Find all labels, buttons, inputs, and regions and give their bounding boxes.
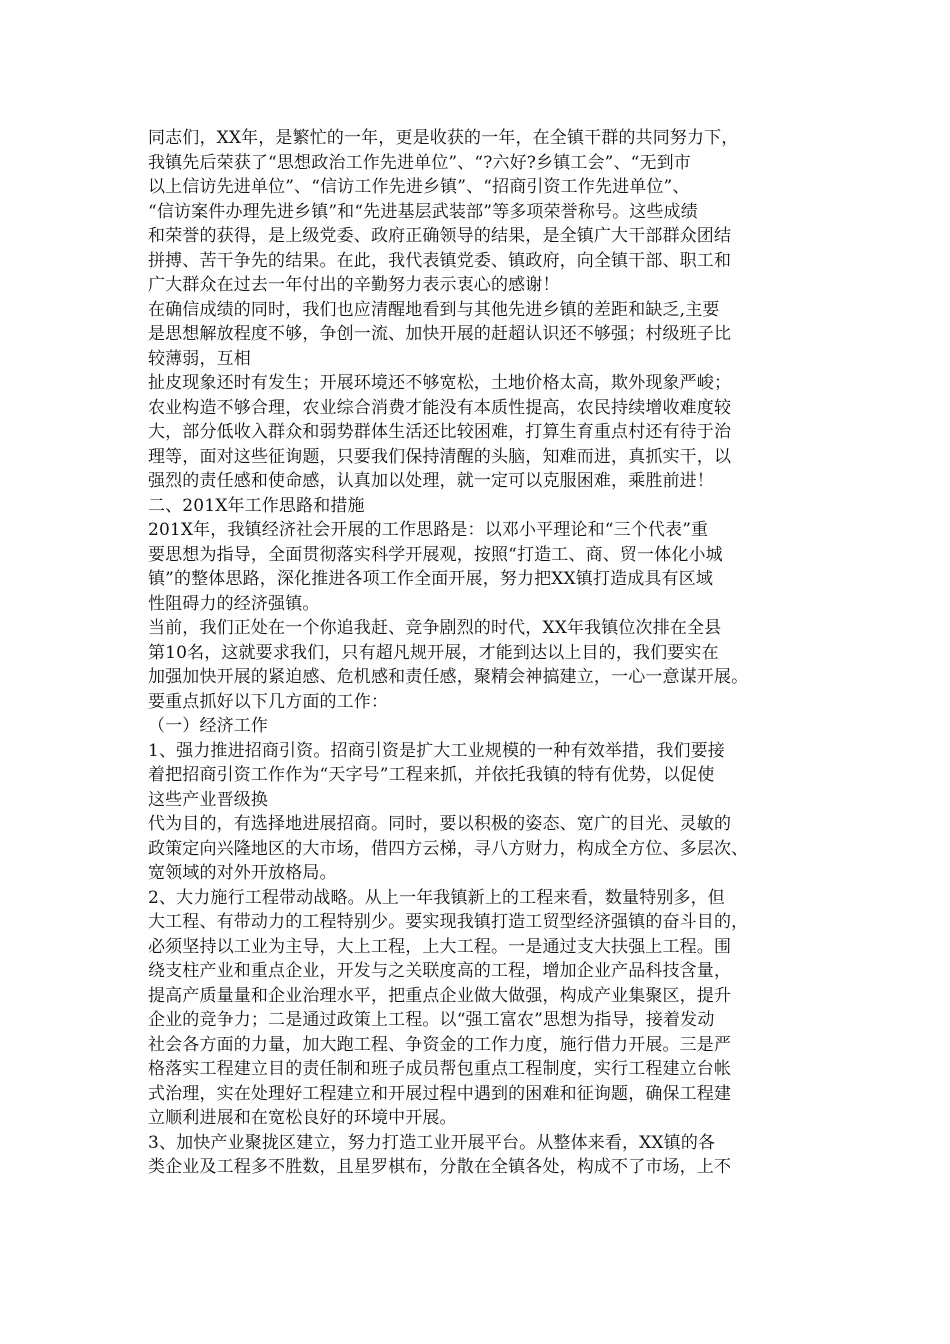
- text-line: 格落实工程建立目的责任制和班子成员帮包重点工程制度，实行工程建立台帐: [148, 1059, 732, 1079]
- text-line: 类企业及工程多不胜数，且星罗棋布，分散在全镇各处，构成不了市场，上不: [148, 1157, 732, 1177]
- text-line: 当前，我们正处在一个你追我赶、竞争剧烈的时代，XX年我镇位次排在全县: [148, 618, 722, 638]
- text-line: 式治理，实在处理好工程建立和开展过程中遇到的困难和征询题，确保工程建: [148, 1083, 732, 1104]
- text-line: 提高产质量量和企业治理水平，把重点企业做大做强，构成产业集聚区，提升: [148, 985, 732, 1006]
- text-line: 绕支柱产业和重点企业，开发与之关联度高的工程，增加企业产品科技含量，: [148, 961, 732, 981]
- text-line: 较薄弱，互相: [148, 348, 251, 369]
- text-line: 第10名，这就要求我们，只有超凡规开展，才能到达以上目的，我们要实在: [148, 642, 719, 663]
- text-line: 拼搏、苦干争先的结果。在此，我代表镇党委、镇政府，向全镇干部、职工和: [148, 250, 732, 271]
- section-heading: 二、201X年工作思路和措施: [148, 495, 365, 516]
- text-line: 1、强力推进招商引资。招商引资是扩大工业规模的一种有效举措，我们要接: [148, 740, 725, 761]
- text-line: 要重点抓好以下几方面的工作：: [148, 691, 389, 712]
- text-line: 性阻碍力的经济强镇。: [148, 593, 320, 614]
- text-line: 以上信访先进单位”、“信访工作先进乡镇”、“招商引资工作先进单位”、: [148, 177, 690, 197]
- text-line: 强烈的责任感和使命感，认真加以处理，就一定可以克服困难，乘胜前进！: [148, 471, 714, 491]
- text-line: 我镇先后荣获了“思想政治工作先进单位”、“?六好?乡镇工会”、“无到市: [148, 152, 691, 173]
- text-line: 要思想为指导，全面贯彻落实科学开展观，按照“打造工、商、贸一体化小城: [148, 544, 723, 565]
- text-line: 加强加快开展的紧迫感、危机感和责任感，聚精会神搞建立，一心一意谋开展。: [148, 667, 749, 687]
- text-line: 着把招商引资工作作为“天字号”工程来抓，并依托我镇的特有优势，以促使: [148, 765, 715, 785]
- text-line: 理等，面对这些征询题，只要我们保持清醒的头脑，知难而进，真抓实干，以: [148, 446, 732, 467]
- text-line: 广大群众在过去一年付出的辛勤努力表示衷心的感谢！: [148, 275, 560, 295]
- text-line: 立顺利进展和在宽松良好的环境中开展。: [148, 1108, 457, 1128]
- document-body: [148, 126, 818, 1180]
- text-line: 和荣誉的获得，是上级党委、政府正确领导的结果，是全镇广大干部群众团结: [148, 226, 732, 246]
- text-line: 宽领域的对外开放格局。: [148, 863, 337, 883]
- text-line: 大工程、有带动力的工程特别少。要实现我镇打造工贸型经济强镇的奋斗目的，: [148, 912, 749, 932]
- text-line: 扯皮现象还时有发生；开展环境还不够宽松，土地价格太高，欺外现象严峻；: [148, 373, 732, 393]
- text-line: 3、加快产业聚拢区建立，努力打造工业开展平台。从整体来看，XX镇的各: [148, 1132, 716, 1153]
- text-line: 农业构造不够合理，农业综合消费才能没有本质性提高，农民持续增收难度较: [148, 397, 732, 418]
- text-line: 政策定向兴隆地区的大市场，借四方云梯，寻八方财力，构成全方位、多层次、: [148, 838, 749, 859]
- text-line: 社会各方面的力量，加大跑工程、争资金的工作力度，施行借力开展。三是严: [148, 1034, 732, 1055]
- text-line: 代为目的，有选择地进展招商。同时，要以积极的姿态、宽广的目光、灵敏的: [148, 814, 732, 834]
- text-line: 大，部分低收入群众和弱势群体生活还比较困难，打算生育重点村还有待于治: [148, 422, 732, 442]
- text-line: 是思想解放程度不够，争创一流、加快开展的赶超认识还不够强；村级班子比: [148, 324, 732, 344]
- text-line: 必须坚持以工业为主导，大上工程，上大工程。一是通过支大扶强上工程。围: [148, 936, 732, 957]
- text-line: 201X年，我镇经济社会开展的工作思路是：以邓小平理论和“三个代表”重: [148, 520, 709, 540]
- subsection-heading: （一）经济工作: [148, 716, 269, 736]
- text-line: 这些产业晋级换: [148, 789, 269, 810]
- text-line: 在确信成绩的同时，我们也应清醒地看到与其他先进乡镇的差距和缺乏,主要: [148, 299, 720, 320]
- text-line: 镇”的整体思路，深化推进各项工作全面开展，努力把XX镇打造成具有区域: [148, 569, 713, 589]
- text-line: 2、大力施行工程带动战略。从上一年我镇新上的工程来看，数量特别多，但: [148, 887, 725, 908]
- text-line: 企业的竞争力；二是通过政策上工程。以“强工富农”思想为指导，接着发动: [148, 1010, 715, 1030]
- text-line: 同志们，XX年，是繁忙的一年，更是收获的一年，在全镇干群的共同努力下，: [148, 128, 739, 148]
- text-line: “信访案件办理先进乡镇”和“先进基层武装部”等多项荣誉称号。这些成绩: [148, 201, 698, 222]
